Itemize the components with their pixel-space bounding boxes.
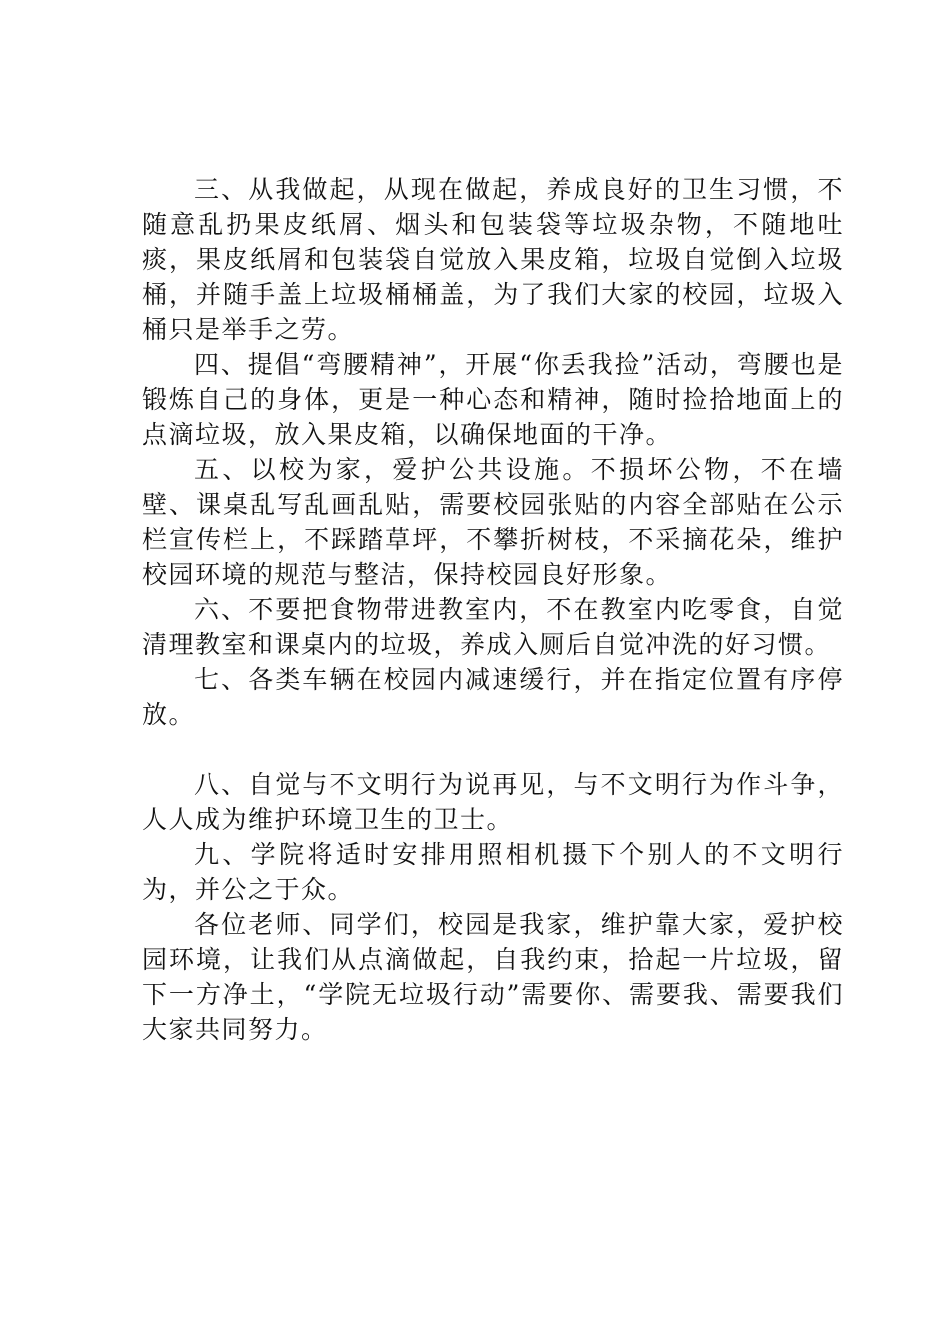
document-body [142, 172, 844, 1047]
paragraph-item-6: 六、不要把食物带进教室内，不在教室内吃零食，自觉清理教室和课桌内的垃圾，养成入厕后自觉冲洗的好习惯。 [142, 595, 844, 659]
paragraph-item-7: 七、各类车辆在校园内减速缓行，并在指定位置有序停放。 [142, 665, 844, 729]
paragraph-item-5: 五、以校为家，爱护公共设施。不损坏公物，不在墙壁、课桌乱写乱画乱贴，需要校园张贴的内容全部贴在公示栏宣传栏上，不踩踏草坪，不攀折树枝，不采摘花朵，维护校园环境的规范与整洁，保持校园良好形象。 [142, 455, 844, 589]
paragraph-item-9: 九、学院将适时安排用照相机摄下个别人的不文明行为，并公之于众。 [142, 840, 844, 904]
paragraph-item-8: 八、自觉与不文明行为说再见，与不文明行为作斗争，人人成为维护环境卫生的卫士。 [142, 770, 844, 834]
paragraph-item-4: 四、提倡“弯腰精神”，开展“你丢我捡”活动，弯腰也是锻炼自己的身体，更是一种心态和精神，随时捡拾地面上的点滴垃圾，放入果皮箱，以确保地面的干净。 [142, 350, 844, 449]
paragraph-item-3: 三、从我做起，从现在做起，养成良好的卫生习惯，不随意乱扔果皮纸屑、烟头和包装袋等垃圾杂物，不随地吐痰，果皮纸屑和包装袋自觉放入果皮箱，垃圾自觉倒入垃圾桶，并随手盖上垃圾桶桶盖，为了我们大家的校园，垃圾入桶只是举手之劳。 [142, 175, 844, 344]
closing-paragraph: 各位老师、同学们，校园是我家，维护靠大家，爱护校园环境，让我们从点滴做起，自我约束，拾起一片垃圾，留下一方净土，“学院无垃圾行动”需要你、需要我、需要我们大家共同努力。 [142, 910, 844, 1044]
